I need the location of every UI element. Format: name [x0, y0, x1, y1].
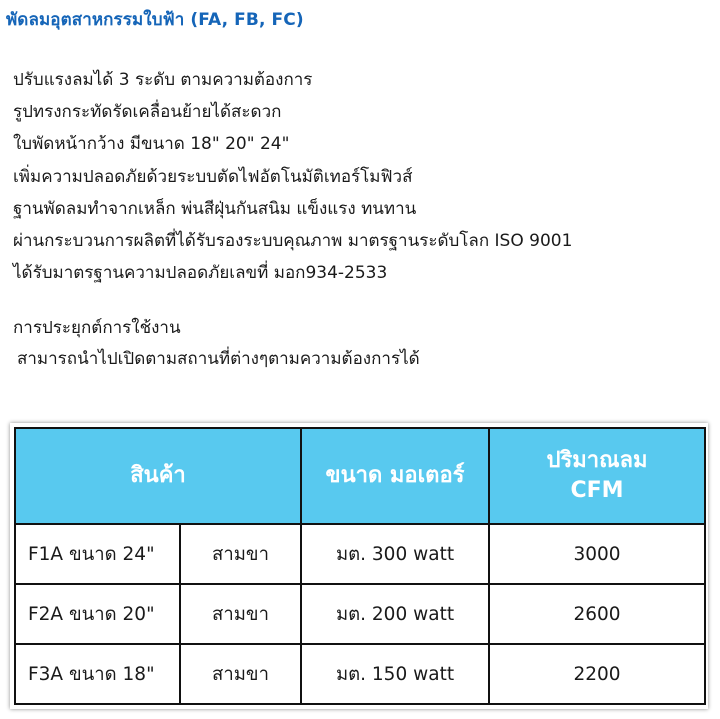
cell-stand: สามขา	[180, 644, 301, 704]
table-row	[15, 524, 705, 584]
header-airflow-unit: CFM	[570, 478, 624, 503]
cell-cfm: 2200	[489, 644, 705, 704]
cell-motor: มต. 200 watt	[301, 584, 489, 644]
cell-motor: มต. 150 watt	[301, 644, 489, 704]
table-row	[15, 584, 705, 644]
feature-item: รูปทรงกระทัดรัดเคลื่อนย้ายได้สะดวก	[13, 102, 282, 123]
application-heading: การประยุกต์การใช้งาน	[13, 318, 181, 338]
page-title: พัดลมอุตสาหกรรมใบฟ้า (FA, FB, FC)	[6, 10, 304, 30]
cell-model: F3A ขนาด 18"	[15, 644, 180, 704]
feature-item: ได้รับมาตรฐานความปลอดภัยเลขที่ มอก934-2533	[13, 263, 388, 284]
header-motor: ขนาด มอเตอร์	[301, 428, 489, 524]
feature-item: ผ่านกระบวนการผลิตที่ได้รับรองระบบคุณภาพ มาตรฐานระดับโลก ISO 9001	[13, 231, 573, 252]
cell-stand: สามขา	[180, 524, 301, 584]
header-product: สินค้า	[15, 428, 301, 524]
header-airflow-label: ปริมาณลม	[546, 448, 648, 473]
cell-stand: สามขา	[180, 584, 301, 644]
header-airflow	[489, 428, 705, 524]
feature-list	[13, 64, 572, 289]
cell-cfm: 3000	[489, 524, 705, 584]
table-header-row	[15, 428, 705, 524]
table-row	[15, 644, 705, 704]
application-text: สามารถนำไปเปิดตามสถานที่ต่างๆตามความต้องการได้	[17, 349, 420, 369]
feature-item: เพิ่มความปลอดภัยด้วยระบบตัดไฟอัตโนมัติเทอร์โมฟิวส์	[13, 166, 413, 187]
cell-motor: มต. 300 watt	[301, 524, 489, 584]
feature-item: ปรับแรงลมได้ 3 ระดับ ตามความต้องการ	[13, 70, 313, 90]
feature-item: ฐานพัดลมทำจากเหล็ก พ่นสีฝุ่นกันสนิม แข็งแรง ทนทาน	[13, 198, 417, 219]
spec-table	[14, 427, 706, 705]
cell-cfm: 2600	[489, 584, 705, 644]
feature-item: ใบพัดหน้ากว้าง มีขนาด 18" 20" 24"	[13, 134, 290, 155]
spec-table-frame	[10, 423, 708, 709]
cell-model: F2A ขนาด 20"	[15, 584, 180, 644]
cell-model: F1A ขนาด 24"	[15, 524, 180, 584]
